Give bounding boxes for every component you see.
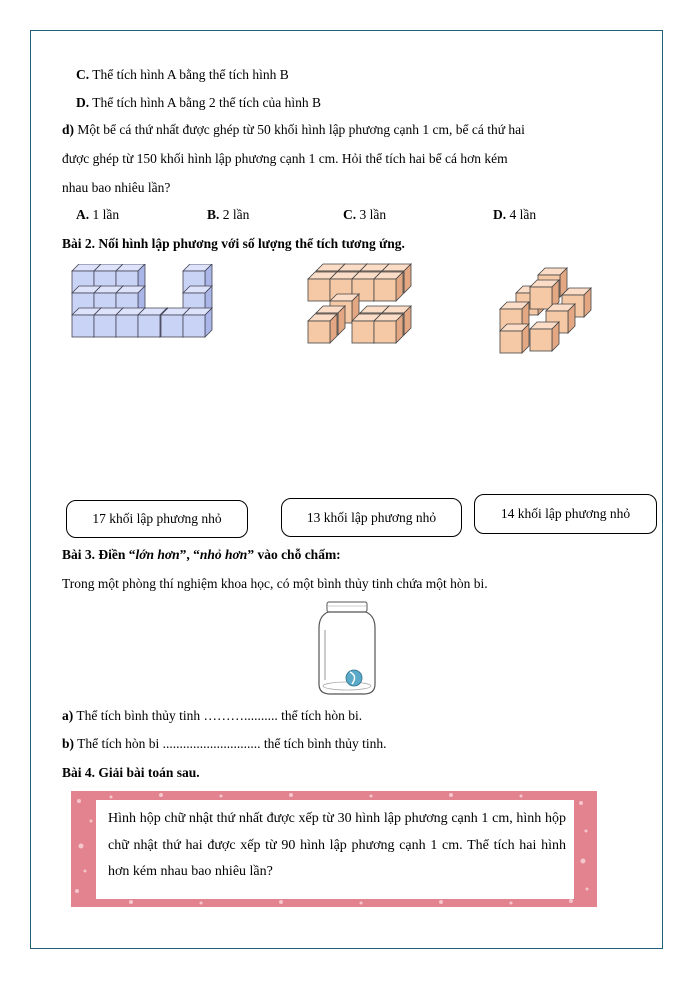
- answer-b: B. 2 lần: [207, 207, 250, 222]
- glass-jar-image: [316, 600, 378, 698]
- box-13-cubes[interactable]: 13 khối lập phương nhỏ: [281, 498, 462, 537]
- bai3-b: b) Thể tích hòn bi ............................. thể tích bình thủy tinh.: [62, 736, 387, 751]
- box-14-cubes[interactable]: 14 khối lập phương nhỏ: [474, 494, 657, 534]
- question-d-line3: nhau bao nhiêu lần?: [62, 180, 171, 195]
- option-c: C. Thể tích hình A bằng thể tích hình B: [76, 67, 289, 82]
- option-d: D. Thể tích hình A bằng 2 thể tích của hình B: [76, 95, 321, 110]
- orange-cube-figure-2: [498, 266, 598, 356]
- question-d-line1: d) Một bể cá thứ nhất được ghép từ 50 khối hình lập phương cạnh 1 cm, bể cá thứ hai: [62, 122, 525, 137]
- bai2-title: Bài 2. Nối hình lập phương với số lượng thể tích tương ứng.: [62, 236, 405, 251]
- answer-d: D. 4 lần: [493, 207, 537, 222]
- bai4-problem-text: Hình hộp chữ nhật thứ nhất được xếp từ 30 hình lập phương cạnh 1 cm, hình hộp chữ nhật thứ hai được xếp từ 90 hình lập phương cạnh 1 cm. Thể tích hai hình hơn kém nhau bao nhiêu lần?: [108, 811, 566, 879]
- bai3-a: a) Thể tích bình thủy tinh ……….......... thể tích hòn bi.: [62, 708, 363, 723]
- bai3-title: Bài 3. Điền “lớn hơn”, “nhỏ hơn” vào chỗ chấm:: [62, 547, 341, 562]
- answer-c: C. 3 lần: [343, 207, 387, 222]
- orange-cube-figure-1: [304, 262, 414, 348]
- bai3-intro: Trong một phòng thí nghiệm khoa học, có một bình thủy tinh chứa một hòn bi.: [62, 576, 488, 591]
- box-17-cubes[interactable]: 17 khối lập phương nhỏ: [66, 500, 248, 538]
- blue-cube-figure: [68, 264, 218, 344]
- answer-a: A. 1 lần: [76, 207, 120, 222]
- bai4-title: Bài 4. Giải bài toán sau.: [62, 765, 200, 780]
- question-d-line2: được ghép từ 150 khối hình lập phương cạnh 1 cm. Hỏi thể tích hai bể cá hơn kém: [62, 151, 508, 166]
